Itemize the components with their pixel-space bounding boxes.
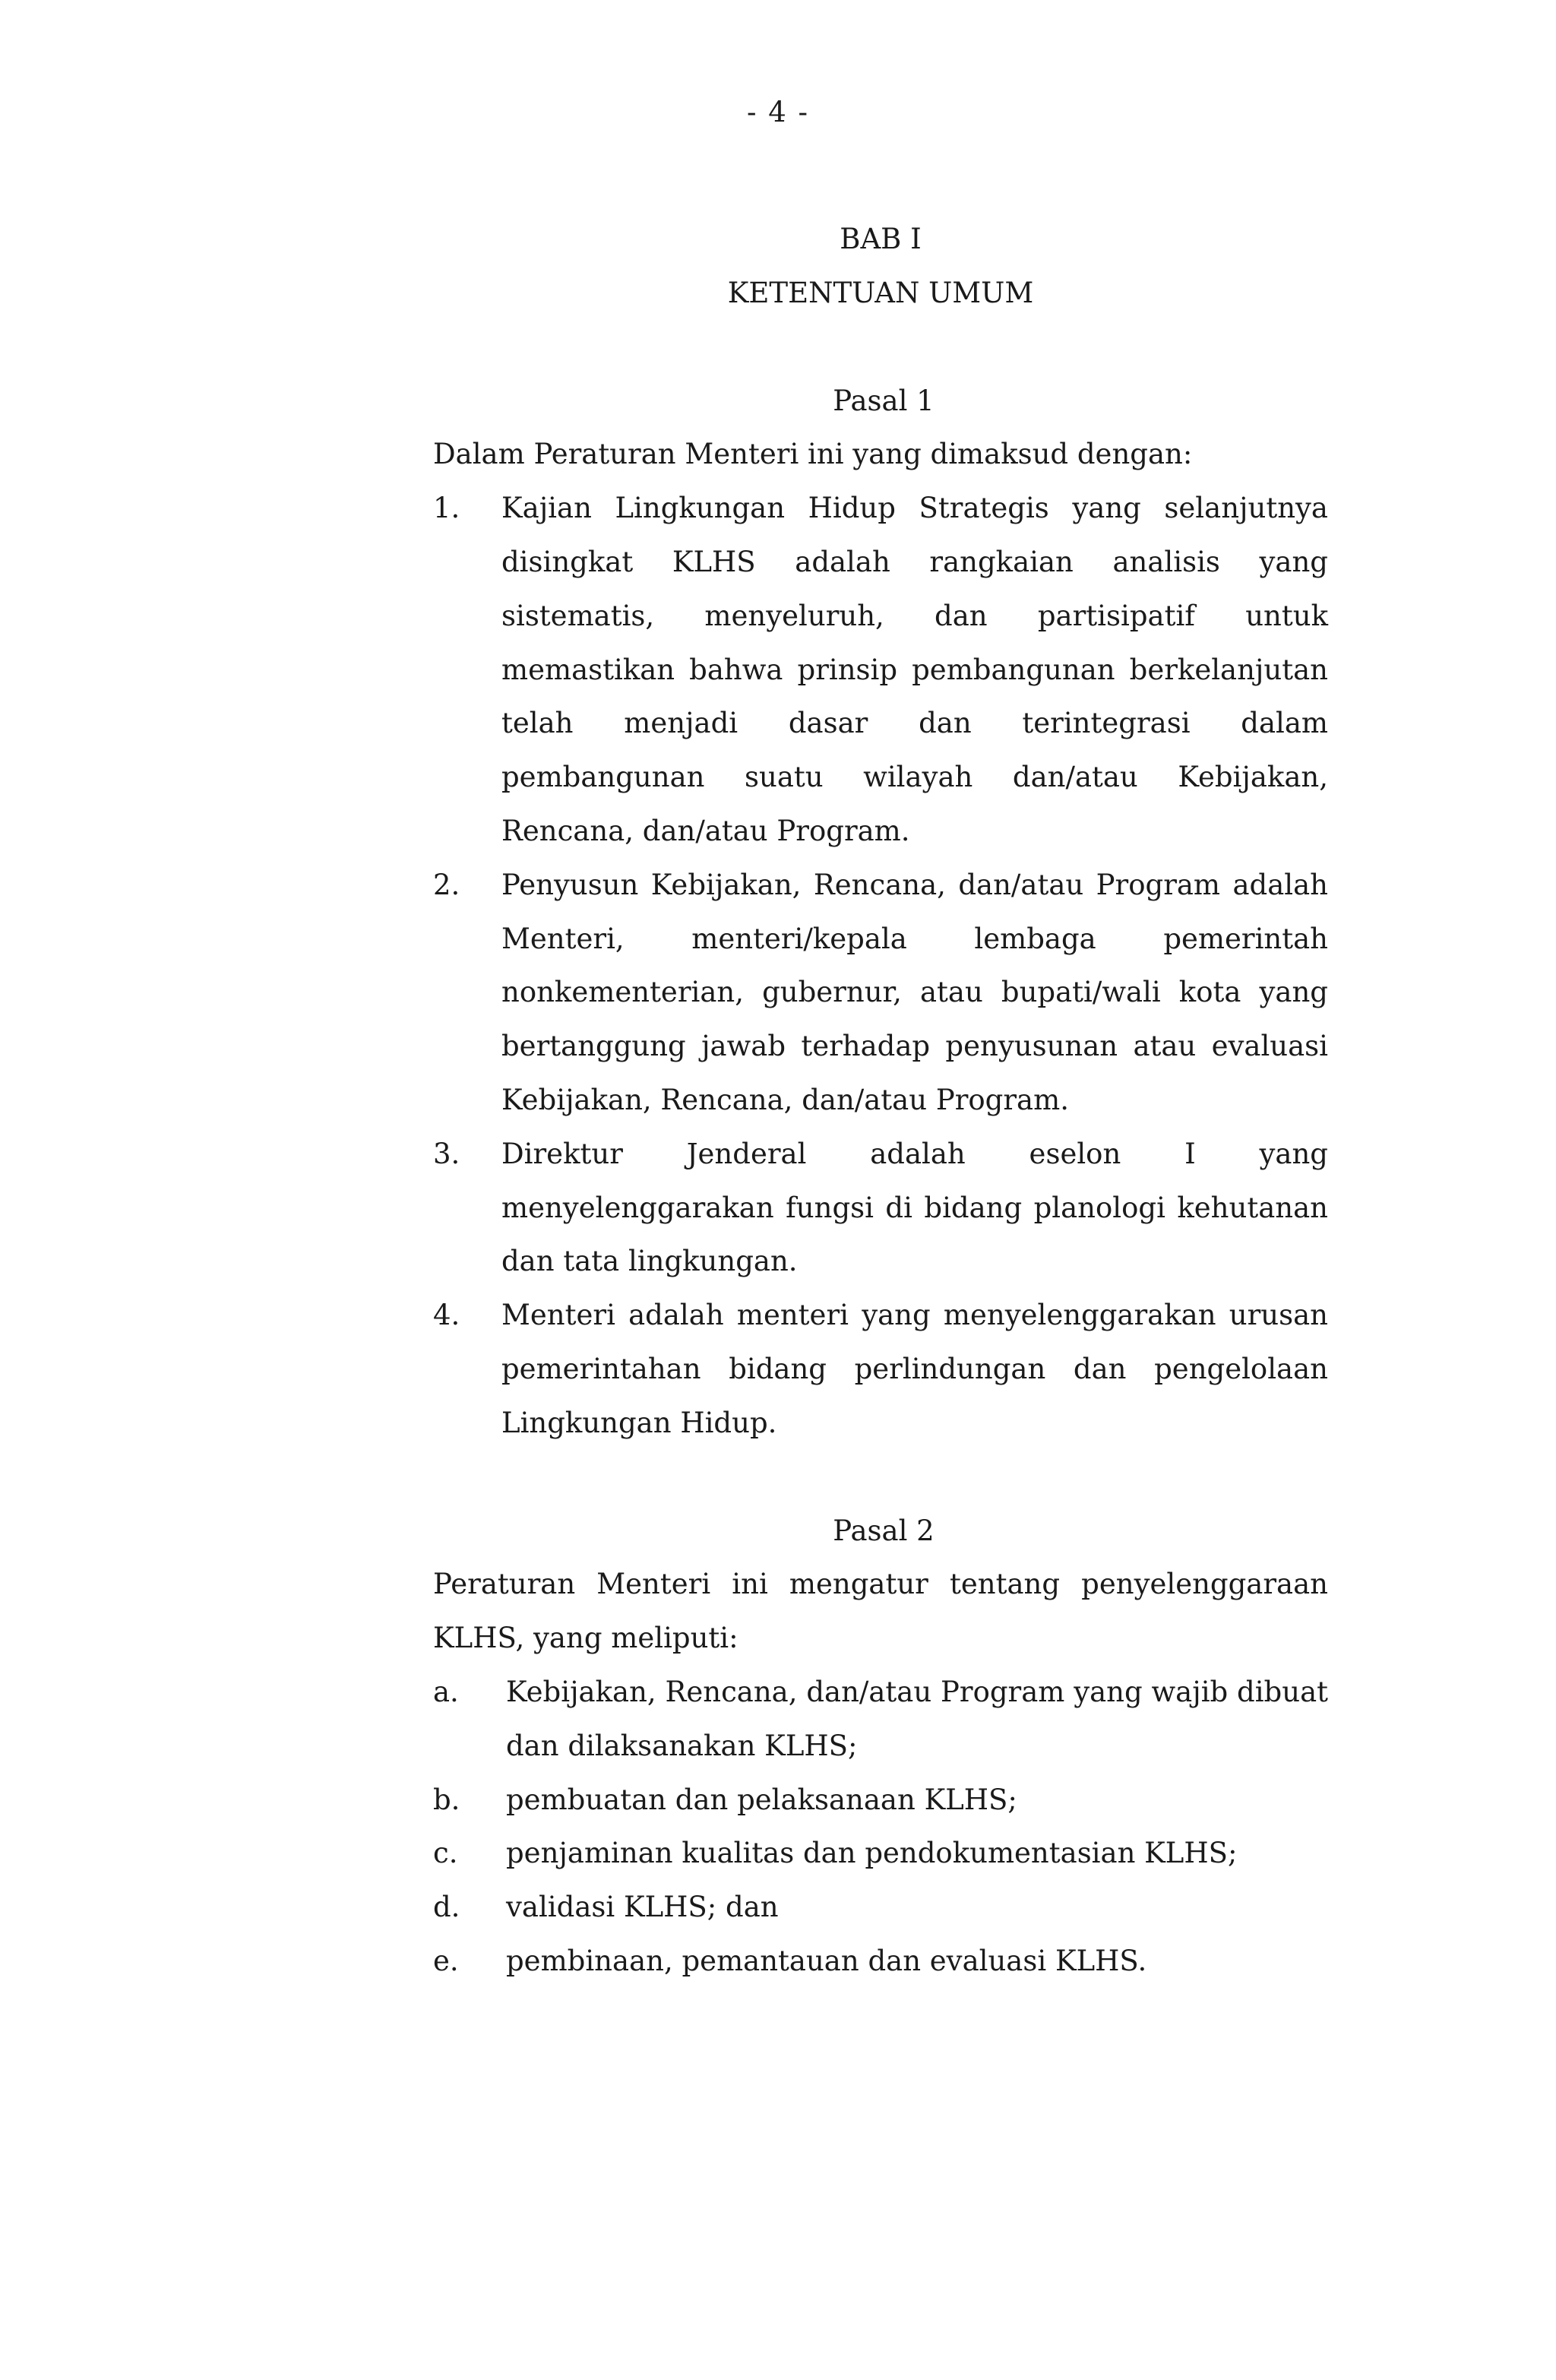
item-text: Direktur Jenderal adalah eselon I yang menyelenggarakan fungsi di bidang planologi kehutanan dan tata lingkungan. [501,1137,1328,1278]
item-text: penjaminan kualitas dan pendokumentasian KLHS; [506,1837,1238,1870]
pasal-2-intro: Peraturan Menteri ini mengatur tentang penyelenggaraan KLHS, yang meliputi: [433,1568,1328,1655]
page-number: - 4 - [746,96,810,128]
scope-item [433,1666,1328,1774]
pasal-2 [433,1505,1328,1989]
item-number: 2. [433,868,460,901]
chapter-heading [433,213,1328,321]
scope-item [433,1881,1328,1935]
item-letter: e. [433,1944,459,1977]
chapter-number: BAB I [840,223,922,255]
pasal-2-scope-list [433,1666,1328,1989]
chapter-title: KETENTUAN UMUM [727,276,1034,309]
item-text: Menteri adalah menteri yang menyelenggarakan urusan pemerintahan bidang perlindungan dan pengelolaan Lingkungan Hidup. [501,1299,1328,1439]
scope-item [433,1935,1328,1989]
item-letter: b. [433,1783,460,1816]
definition-item [433,482,1328,859]
definition-item [433,1289,1328,1450]
item-text: validasi KLHS; dan [506,1891,779,1924]
document-body [433,213,1328,1989]
definition-item [433,859,1328,1128]
definition-item [433,1128,1328,1289]
pasal-1-definition-list [433,482,1328,1450]
item-number: 1. [433,492,460,525]
item-text: Penyusun Kebijakan, Rencana, dan/atau Program adalah Menteri, menteri/kepala lembaga pemerintah nonkementerian, gubernur, atau bupati/wali kota yang bertanggung jawab terhadap penyusunan atau evaluasi Kebijakan, Rencana, dan/atau Program. [501,868,1328,1116]
spacer [433,321,1328,375]
item-letter: a. [433,1675,459,1708]
pasal-1-title: Pasal 1 [833,384,935,417]
item-number: 3. [433,1137,460,1170]
pasal-1-intro: Dalam Peraturan Menteri ini yang dimaksud dengan: [433,438,1193,471]
pasal-1 [433,375,1328,1451]
item-number: 4. [433,1299,460,1332]
item-text: Kebijakan, Rencana, dan/atau Program yang wajib dibuat dan dilaksanakan KLHS; [506,1675,1328,1762]
item-text: pembinaan, pemantauan dan evaluasi KLHS. [506,1944,1147,1977]
item-letter: c. [433,1837,458,1870]
scope-item [433,1827,1328,1881]
item-text: Kajian Lingkungan Hidup Strategis yang selanjutnya disingkat KLHS adalah rangkaian analisis yang sistematis, menyeluruh, dan partisipatif untuk memastikan bahwa prinsip pembangunan berkelanjutan telah menjadi dasar dan terintegrasi dalam pembangunan suatu wilayah dan/atau Kebijakan, Rencana, dan/atau Program. [501,492,1328,847]
spacer [433,1451,1328,1505]
item-text: pembuatan dan pelaksanaan KLHS; [506,1783,1017,1816]
item-letter: d. [433,1891,460,1924]
scope-item [433,1774,1328,1828]
pasal-2-title: Pasal 2 [833,1514,935,1547]
